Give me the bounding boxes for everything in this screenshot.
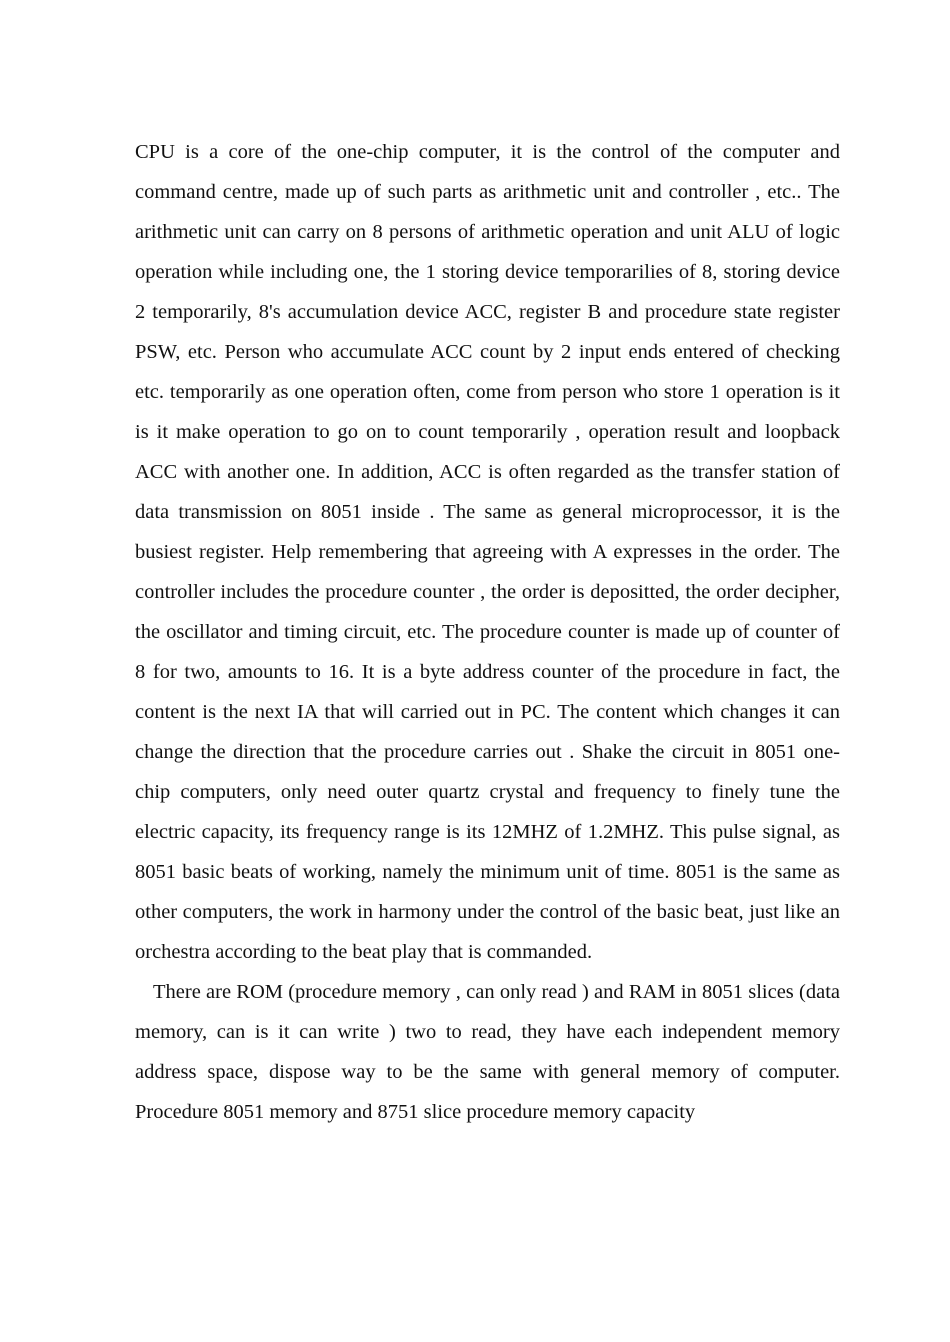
body-text xyxy=(135,132,840,1132)
paragraph-memory: There are ROM (procedure memory , can only read ) and RAM in 8051 slices (data memory, can is it can write ) two to read, they have each independent memory address space, dispose way to be the same with general memory of computer. Procedure 8051 memory and 8751 slice procedure memory capacity xyxy=(135,981,840,1123)
paragraph-cpu: CPU is a core of the one-chip computer, it is the control of the computer and command centre, made up of such parts as arithmetic unit and controller , etc.. The arithmetic unit can carry on 8 persons of arithmetic operation and unit ALU of logic operation while including one, the 1 storing device temporarilies of 8, storing device 2 temporarily, 8's accumulation device ACC, register B and procedure state register PSW, etc. Person who accumulate ACC count by 2 input ends entered of checking etc. temporarily as one operation often, come from person who store 1 operation is it is it make operation to go on to count temporarily , operation result and loopback ACC with another one. In addition, ACC is often regarded as the transfer station of data transmission on 8051 inside . The same as general microprocessor, it is the busiest register. Help remembering that agreeing with A expresses in the order. The controller includes the procedure counter , the order is depositted, the order decipher, the oscillator and timing circuit, etc. The procedure counter is made up of counter of 8 for two, amounts to 16. It is a byte address counter of the procedure in fact, the content is the next IA that will carried out in PC. The content which changes it can change the direction that the procedure carries out . Shake the circuit in 8051 one-chip computers, only need outer quartz crystal and frequency to finely tune the electric capacity, its frequency range is its 12MHZ of 1.2MHZ. This pulse signal, as 8051 basic beats of working, namely the minimum unit of time. 8051 is the same as other computers, the work in harmony under the control of the basic beat, just like an orchestra according to the beat play that is commanded. xyxy=(135,141,840,963)
